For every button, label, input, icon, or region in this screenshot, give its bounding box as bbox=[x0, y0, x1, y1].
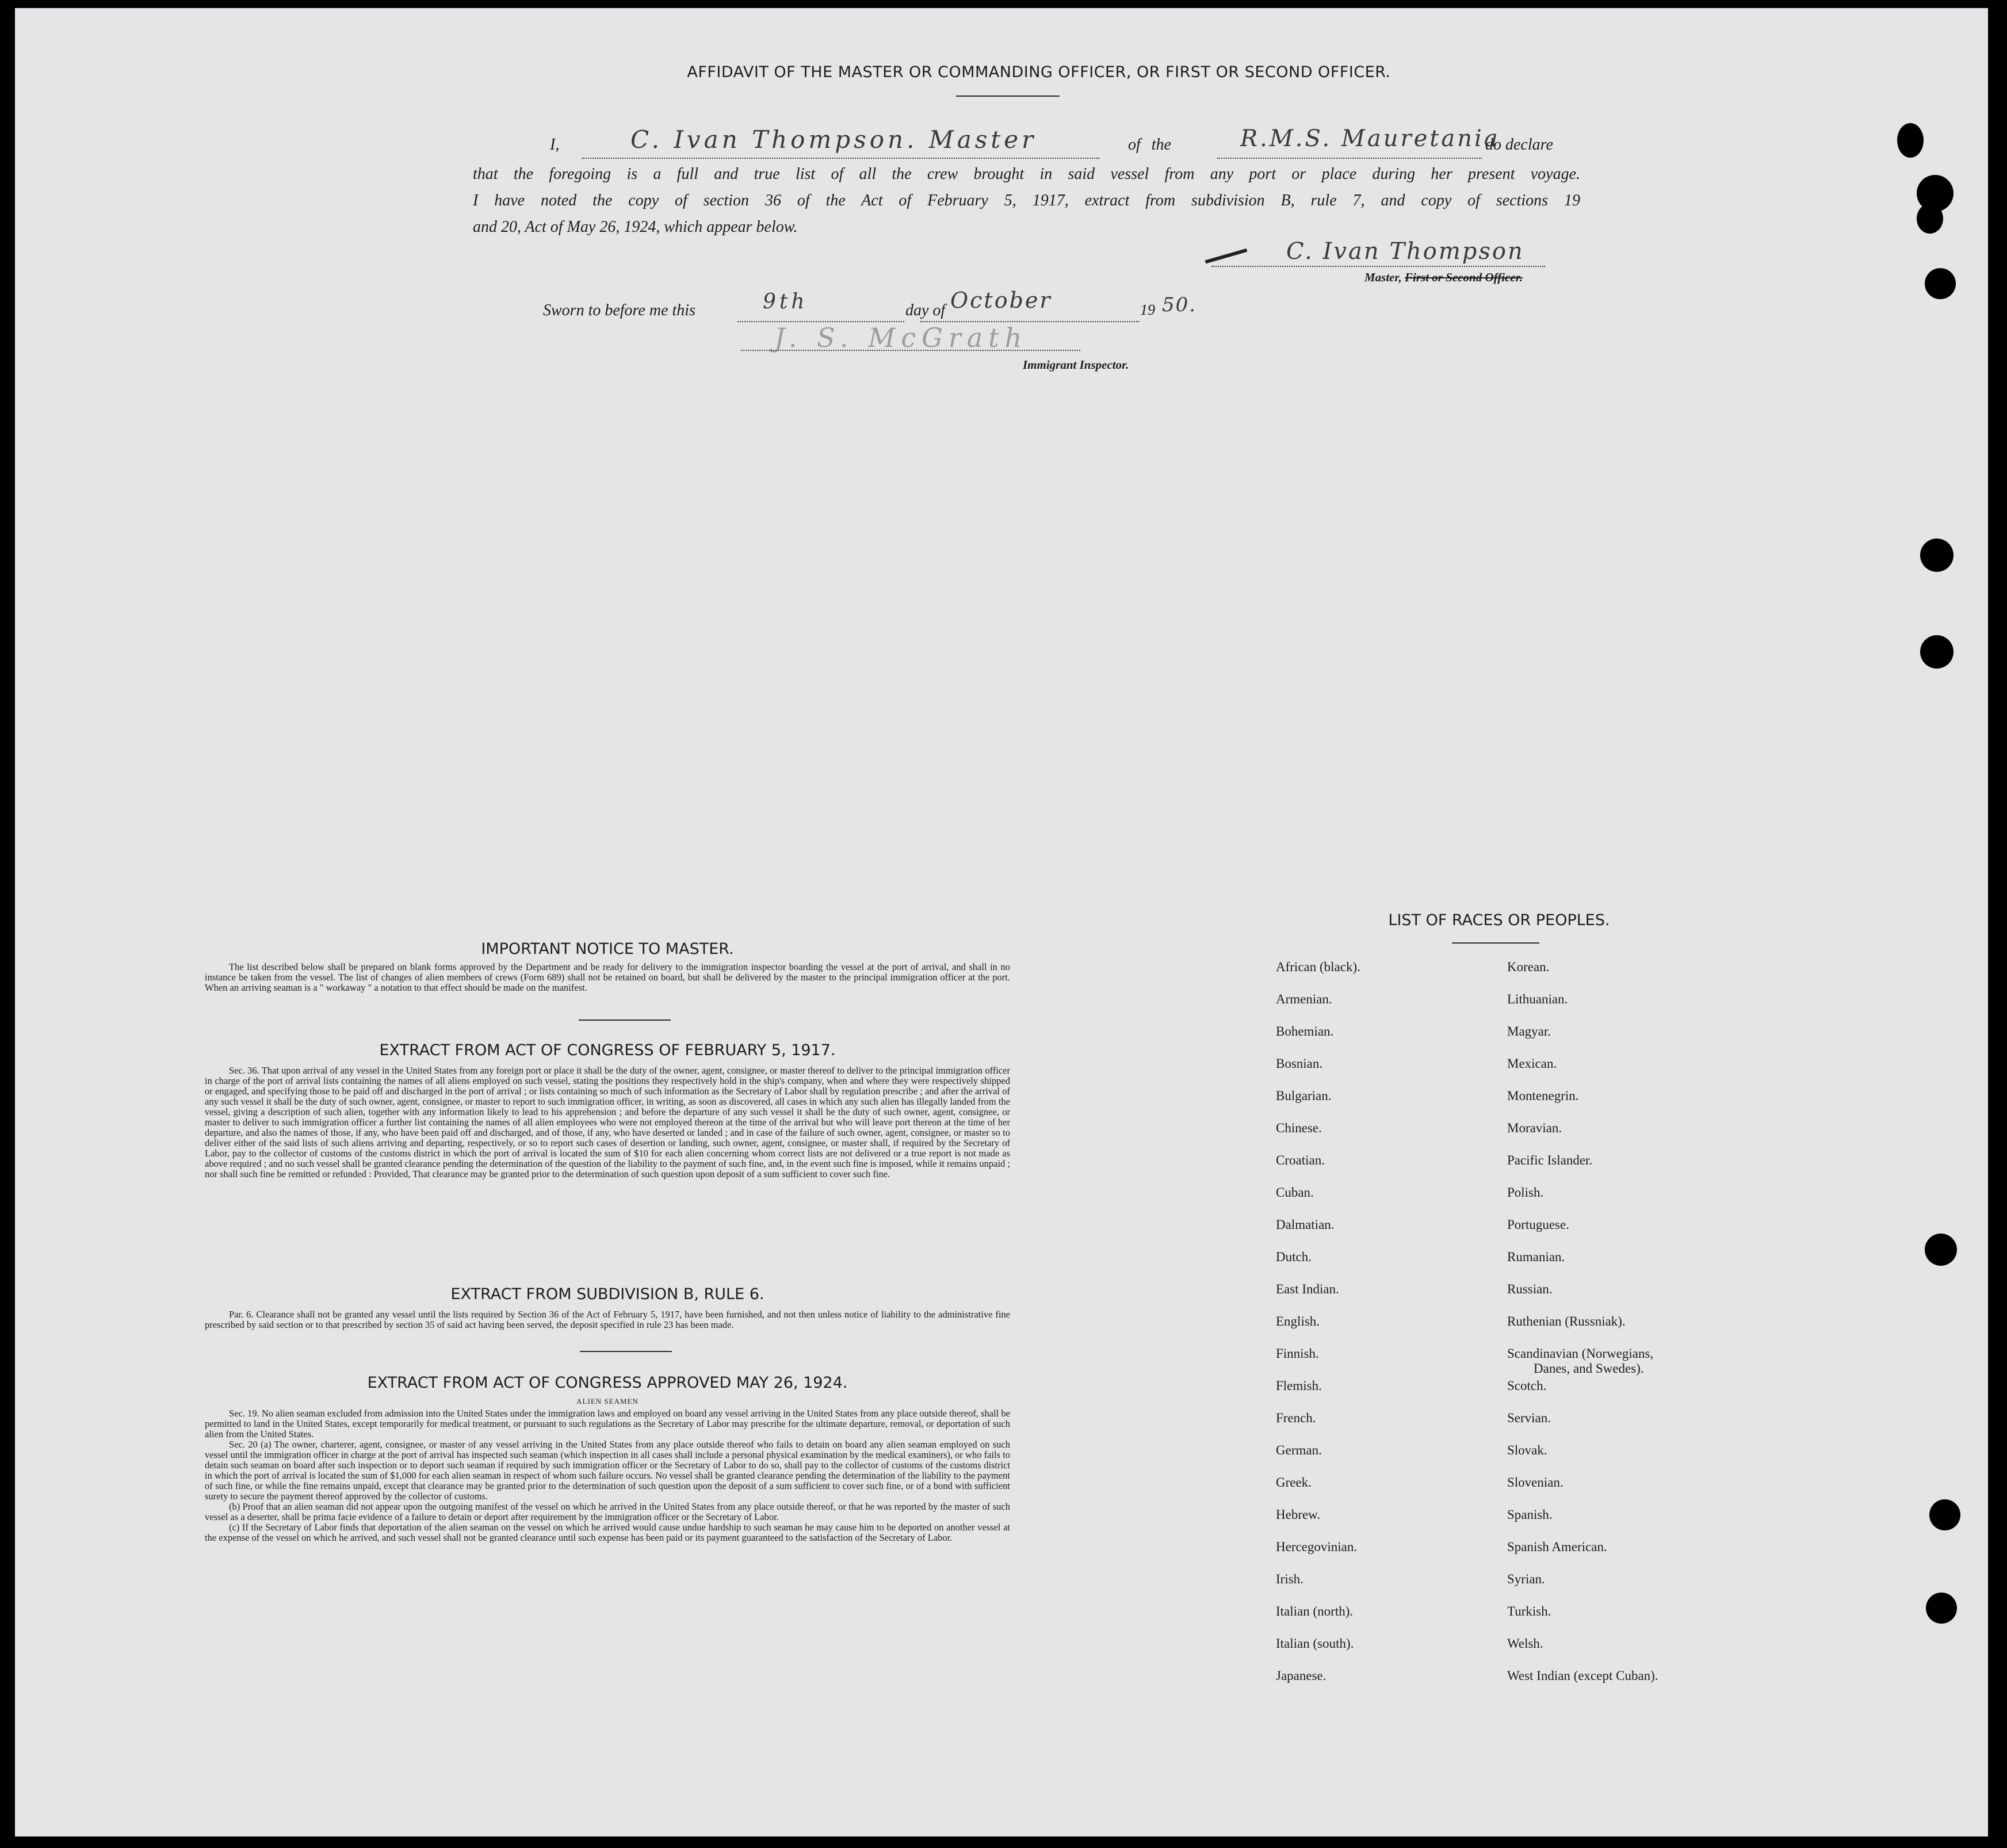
divider-1 bbox=[579, 1020, 671, 1021]
race-right-item: Scotch. bbox=[1507, 1379, 1547, 1393]
punch-hole bbox=[1925, 268, 1956, 299]
race-right-item: Russian. bbox=[1507, 1282, 1553, 1296]
of-the-label: of the bbox=[1128, 136, 1171, 154]
extract-1924-text-block bbox=[205, 1408, 1010, 1543]
race-left-item: Cuban. bbox=[1276, 1185, 1314, 1200]
notice-paragraph: The list described below shall be prepared on blank forms approved by the Department and be ready for delivery to the immigration inspector boarding the vessel at the port of arrival, and shall in no instance be taken from the vessel. The list of changes of alien members of crews (Form 689) shall not be retained on board, but shall be delivered by the master to the principal immigration officer at the port. When an arriving seaman is a " workaway " a notation to that effect should be made on the manifest. bbox=[205, 961, 1010, 993]
race-right-item: West Indian (except Cuban). bbox=[1507, 1668, 1658, 1683]
race-right-item: Polish. bbox=[1507, 1185, 1544, 1200]
race-right-item: Portuguese. bbox=[1507, 1217, 1569, 1232]
affidavit-body-2: I have noted the copy of section 36 of the Act of February 5, 1917, extract from subdivision B, rule 7, and copy of sections 19 bbox=[473, 192, 1580, 209]
inspector-signature: J. S. McGrath bbox=[774, 322, 1028, 353]
punch-hole bbox=[1897, 123, 1924, 158]
race-right-item: Magyar. bbox=[1507, 1024, 1551, 1038]
extract-rule6-title: EXTRACT FROM SUBDIVISION B, RULE 6. bbox=[450, 1285, 764, 1303]
signature-line bbox=[1211, 266, 1545, 267]
year-suffix-handwritten: 50. bbox=[1162, 293, 1197, 316]
punch-hole bbox=[1920, 539, 1954, 572]
extract-rule6-text-block bbox=[205, 1309, 1010, 1330]
race-left-item: East Indian. bbox=[1276, 1282, 1339, 1296]
race-right-item: Servian. bbox=[1507, 1411, 1551, 1425]
race-left-item: Chinese. bbox=[1276, 1121, 1322, 1135]
race-left-item: French. bbox=[1276, 1411, 1316, 1425]
extract-rule6-paragraph: Par. 6. Clearance shall not be granted any vessel until the lists required by Section 36 of the Act of February 5, 1917, have been furnished, and not then unless notice of liability to the administrative fine prescribed by said section or to that prescribed by section 35 of said act having been served, the deposit specified in rule 23 has been made. bbox=[205, 1309, 1010, 1330]
race-right-item: Pacific Islander. bbox=[1507, 1153, 1593, 1167]
affidavit-body-1: that the foregoing is a full and true list of all the crew brought in said vessel from any port or place during her present voyage. bbox=[473, 165, 1580, 183]
race-left-item: English. bbox=[1276, 1314, 1320, 1328]
race-right-item: Korean. bbox=[1507, 960, 1550, 974]
extract-1924-sec20c: (c) If the Secretary of Labor finds that deportation of the alien seaman on the vessel on which he arrived would cause undue hardship to such seaman he may cause him to be deported on another vessel at the expense of the vessel on which he arrived, and such vessel shall not be granted clearance until such expense has been paid or its payment guaranteed to the satisfaction of the Secretary of Labor. bbox=[205, 1522, 1010, 1543]
signature-stroke bbox=[1205, 249, 1248, 264]
affidavit-pronoun: I, bbox=[550, 136, 560, 154]
punch-hole bbox=[1925, 1234, 1957, 1266]
master-name-handwritten: C. Ivan Thompson. Master bbox=[630, 125, 1037, 154]
race-left-item: German. bbox=[1276, 1443, 1322, 1457]
master-signature: C. Ivan Thompson bbox=[1286, 238, 1524, 265]
signature-caption-master: Master, bbox=[1364, 270, 1402, 284]
extract-1917-title: EXTRACT FROM ACT OF CONGRESS OF FEBRUARY 5, 1917. bbox=[379, 1041, 836, 1059]
race-right-item: Mexican. bbox=[1507, 1056, 1557, 1071]
race-right-item: Slovak. bbox=[1507, 1443, 1547, 1457]
extract-1924-sec20a: Sec. 20 (a) The owner, charterer, agent, consignee, or master of any vessel arriving in the United States from any place outside thereof who fails to detain on board any alien seaman employed on such vessel until the immigration officer in charge at the port of arrival has inspected such seaman (which inspection in all cases shall include a personal physical examination by the medical examiners), or who fails to detain such seaman on board after such inspection or to deport such seaman if required by such immigration officer or the Secretary of Labor to do so, shall pay to the collector of customs of the customs district in which the port of arrival is located the sum of $1,000 for each alien seaman in respect of whom such failure occurs. No vessel shall be granted clearance pending the determination of the liability to the payment of such fine, or while the fine remains unpaid, except that clearance may be granted prior to the determination of such question upon the deposit of a sum sufficient to cover such fine, or of a bond with sufficient surety to secure the payment thereof approved by the collector of customs. bbox=[205, 1439, 1010, 1502]
signature-caption bbox=[1364, 270, 1523, 285]
race-left-item: Armenian. bbox=[1276, 992, 1332, 1006]
race-left-item: Irish. bbox=[1276, 1572, 1303, 1586]
punch-hole bbox=[1920, 635, 1954, 669]
race-right-item: Spanish. bbox=[1507, 1507, 1553, 1522]
signature-caption-struck: First or Second Officer. bbox=[1405, 270, 1523, 284]
race-left-item: Finnish. bbox=[1276, 1346, 1319, 1361]
extract-1924-sec20b: (b) Proof that an alien seaman did not appear upon the outgoing manifest of the vessel on which he arrived in the United States from any place outside thereof, or that he was reported by the master of such vessel as a deserter, shall be prima facie evidence of a failure to detain or deport after requirement by the immigration officer or the Secretary of Labor. bbox=[205, 1501, 1010, 1522]
race-right-item: Turkish. bbox=[1507, 1604, 1551, 1618]
race-right-item: Slovenian. bbox=[1507, 1475, 1563, 1490]
notice-text bbox=[205, 962, 1010, 993]
race-right-item: Syrian. bbox=[1507, 1572, 1545, 1586]
race-left-item: African (black). bbox=[1276, 960, 1360, 974]
punch-hole bbox=[1926, 1593, 1957, 1624]
vessel-name-handwritten: R.M.S. Mauretania bbox=[1240, 125, 1500, 152]
race-left-item: Bulgarian. bbox=[1276, 1089, 1332, 1103]
affidavit-body-3: and 20, Act of May 26, 1924, which appear below. bbox=[473, 218, 798, 236]
vessel-line bbox=[1217, 158, 1482, 159]
race-left-item: Italian (south). bbox=[1276, 1636, 1354, 1651]
extract-1924-subtitle: ALIEN SEAMEN bbox=[576, 1397, 639, 1406]
race-right-item: Moravian. bbox=[1507, 1121, 1562, 1135]
race-left-item: Japanese. bbox=[1276, 1668, 1326, 1683]
race-left-item: Bosnian. bbox=[1276, 1056, 1323, 1071]
races-title-rule bbox=[1452, 942, 1539, 944]
sworn-day-handwritten: 9th bbox=[763, 290, 808, 314]
race-right-item: Rumanian. bbox=[1507, 1250, 1565, 1264]
divider-2 bbox=[580, 1351, 672, 1352]
do-declare-label: do declare bbox=[1485, 136, 1553, 154]
race-left-item: Greek. bbox=[1276, 1475, 1312, 1490]
race-right-item: Spanish American. bbox=[1507, 1540, 1607, 1554]
extract-1917-text-block bbox=[205, 1066, 1010, 1179]
extract-1924-title: EXTRACT FROM ACT OF CONGRESS APPROVED MAY 26, 1924. bbox=[367, 1374, 848, 1392]
race-right-item: Welsh. bbox=[1507, 1636, 1543, 1651]
race-left-item: Croatian. bbox=[1276, 1153, 1325, 1167]
inspector-line bbox=[741, 350, 1080, 351]
race-left-item: Dalmatian. bbox=[1276, 1217, 1335, 1232]
race-right-item: Scandinavian (Norwegians, bbox=[1507, 1346, 1654, 1361]
race-left-item: Bohemian. bbox=[1276, 1024, 1334, 1038]
race-left-item: Hebrew. bbox=[1276, 1507, 1321, 1522]
notice-title: IMPORTANT NOTICE TO MASTER. bbox=[481, 940, 734, 958]
race-left-item: Flemish. bbox=[1276, 1379, 1322, 1393]
race-right-item: Ruthenian (Russniak). bbox=[1507, 1314, 1626, 1328]
sworn-month-handwritten: October bbox=[950, 288, 1052, 313]
year-prefix: 19 bbox=[1140, 301, 1155, 318]
extract-1924-sec19: Sec. 19. No alien seaman excluded from admission into the United States under the immigration laws and employed on board any vessel arriving in the United States from any place outside thereof, shall be permitted to land in the United States, except temporarily for medical treatment, or pursuant to such regulations as the Secretary of Labor may prescribe for the ultimate departure, removal, or deportation of such alien from the United States. bbox=[205, 1408, 1010, 1440]
race-left-item: Dutch. bbox=[1276, 1250, 1312, 1264]
race-left-item: Hercegovinian. bbox=[1276, 1540, 1358, 1554]
race-right-item: Montenegrin. bbox=[1507, 1089, 1579, 1103]
name-line bbox=[582, 158, 1099, 159]
race-right-item: Lithuanian. bbox=[1507, 992, 1568, 1006]
sworn-prefix: Sworn to before me this bbox=[543, 301, 695, 319]
races-title: LIST OF RACES OR PEOPLES. bbox=[1388, 911, 1610, 929]
day-of-label: day of bbox=[905, 301, 946, 319]
inspector-caption: Immigrant Inspector. bbox=[1023, 358, 1129, 372]
title-rule bbox=[956, 96, 1060, 97]
document-page bbox=[15, 8, 1988, 1836]
race-left-item: Italian (north). bbox=[1276, 1604, 1354, 1618]
punch-hole bbox=[1917, 204, 1943, 234]
punch-hole bbox=[1929, 1499, 1960, 1530]
extract-1917-paragraph: Sec. 36. That upon arrival of any vessel in the United States from any foreign port or place it shall be the duty of the owner, agent, consignee, or master thereof to deliver to the principal immigration officer in charge of the port of arrival lists containing the names of all aliens employed on such vessel, stating the positions they respectively hold in the ship's company, when and where they were respectively shipped or engaged, and specifying those to be paid off and discharged in the port of arrival ; or lists containing so much of such information as the Secretary of Labor shall by regulation prescribe ; and after the arrival of any such vessel it shall be the duty of such owner, agent, consignee, or master to report to such immigration officer, in writing, as soon as discovered, all cases in which any such alien has illegally landed from the vessel, giving a description of such alien, together with any information likely to lead to his apprehension ; and before the departure of any such vessel it shall be the duty of such owner, agent, consignee, or master to deliver to such immigration officer a further list containing the names of all alien employees who were not employed thereon at the time of the arrival but who will leave port thereon at the time of her departure, and also the names of those, if any, who have been paid off and discharged, and of those, if any, who have deserted or landed ; and in case of the failure of such owner, agent, consignee, or master so to deliver either of the said lists of such aliens arriving and departing, respectively, or so to report such cases of desertion or landing, such owner, agent, consignee, or master shall, if required by the Secretary of Labor, pay to the collector of customs of the customs district in which the port of arrival is located the sum of $10 for each alien concerning whom correct lists are not delivered or a true report is not made as above required ; and no such vessel shall be granted clearance pending the determination of the question of the liability to the payment of such fine, and, in the event such fine is imposed, while it remains unpaid ; nor shall such fine be remitted or refunded : Provided, That clearance may be granted prior to the determination of such question upon deposit of a sum sufficient to cover such fine. bbox=[205, 1065, 1010, 1179]
race-right-item: Danes, and Swedes). bbox=[1534, 1361, 1644, 1376]
affidavit-title: AFFIDAVIT OF THE MASTER OR COMMANDING OFFICER, OR FIRST OR SECOND OFFICER. bbox=[687, 63, 1391, 81]
